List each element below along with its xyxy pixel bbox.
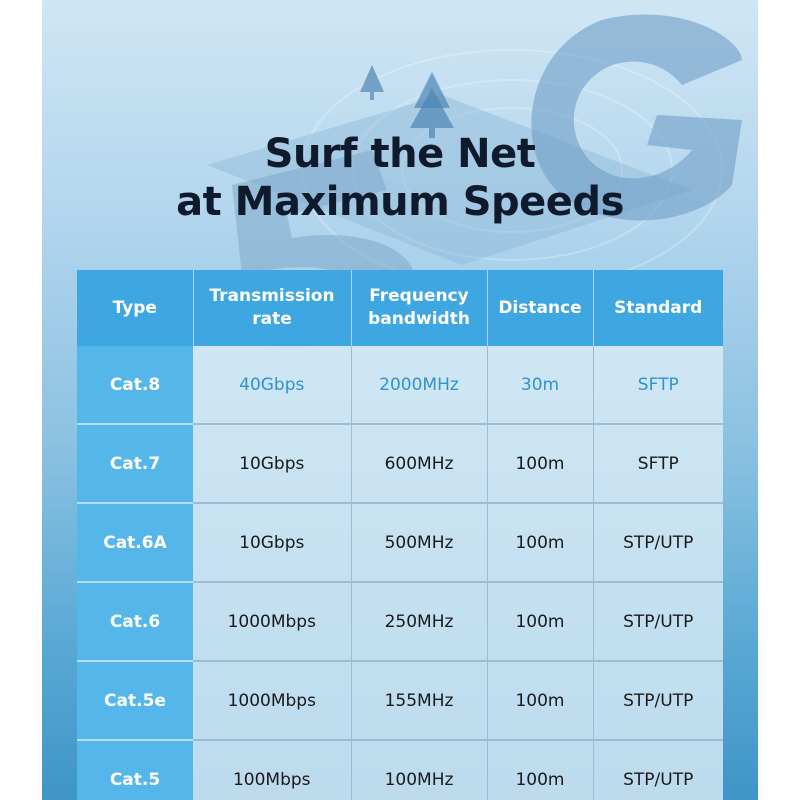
cell-frequency-bandwidth: 100MHz bbox=[351, 740, 487, 800]
cell-distance: 100m bbox=[487, 740, 593, 800]
column-header-distance: Distance bbox=[487, 270, 593, 346]
cell-transmission-rate: 10Gbps bbox=[193, 503, 351, 582]
banner bbox=[42, 0, 758, 800]
title-line-1: Surf the Net bbox=[264, 131, 536, 177]
cell-type: Cat.7 bbox=[77, 424, 193, 503]
cell-standard: STP/UTP bbox=[593, 740, 723, 800]
cell-distance: 100m bbox=[487, 661, 593, 740]
cell-transmission-rate: 1000Mbps bbox=[193, 661, 351, 740]
cell-standard: STP/UTP bbox=[593, 503, 723, 582]
cell-transmission-rate: 40Gbps bbox=[193, 346, 351, 424]
table-row bbox=[77, 424, 723, 503]
cell-frequency-bandwidth: 600MHz bbox=[351, 424, 487, 503]
cell-standard: SFTP bbox=[593, 424, 723, 503]
cell-distance: 100m bbox=[487, 424, 593, 503]
cell-standard: STP/UTP bbox=[593, 582, 723, 661]
table-row bbox=[77, 346, 723, 424]
cell-distance: 100m bbox=[487, 582, 593, 661]
cell-frequency-bandwidth: 2000MHz bbox=[351, 346, 487, 424]
cell-type: Cat.5 bbox=[77, 740, 193, 800]
table-row bbox=[77, 740, 723, 800]
cell-transmission-rate: 100Mbps bbox=[193, 740, 351, 800]
cell-frequency-bandwidth: 250MHz bbox=[351, 582, 487, 661]
cell-transmission-rate: 1000Mbps bbox=[193, 582, 351, 661]
page-title bbox=[42, 130, 758, 226]
cell-frequency-bandwidth: 155MHz bbox=[351, 661, 487, 740]
table-row bbox=[77, 582, 723, 661]
cell-type: Cat.8 bbox=[77, 346, 193, 424]
table-row bbox=[77, 661, 723, 740]
cell-distance: 30m bbox=[487, 346, 593, 424]
cell-type: Cat.6A bbox=[77, 503, 193, 582]
cell-standard: STP/UTP bbox=[593, 661, 723, 740]
column-header-transmission-rate: Transmission rate bbox=[193, 270, 351, 346]
cell-distance: 100m bbox=[487, 503, 593, 582]
cable-spec-table bbox=[77, 270, 723, 800]
cell-frequency-bandwidth: 500MHz bbox=[351, 503, 487, 582]
table-header-row bbox=[77, 270, 723, 346]
column-header-frequency-bandwidth: Frequency bandwidth bbox=[351, 270, 487, 346]
title-line-2: at Maximum Speeds bbox=[176, 179, 624, 225]
column-header-standard: Standard bbox=[593, 270, 723, 346]
table-row bbox=[77, 503, 723, 582]
column-header-type: Type bbox=[77, 270, 193, 346]
cell-standard: SFTP bbox=[593, 346, 723, 424]
cell-type: Cat.6 bbox=[77, 582, 193, 661]
cell-type: Cat.5e bbox=[77, 661, 193, 740]
cell-transmission-rate: 10Gbps bbox=[193, 424, 351, 503]
